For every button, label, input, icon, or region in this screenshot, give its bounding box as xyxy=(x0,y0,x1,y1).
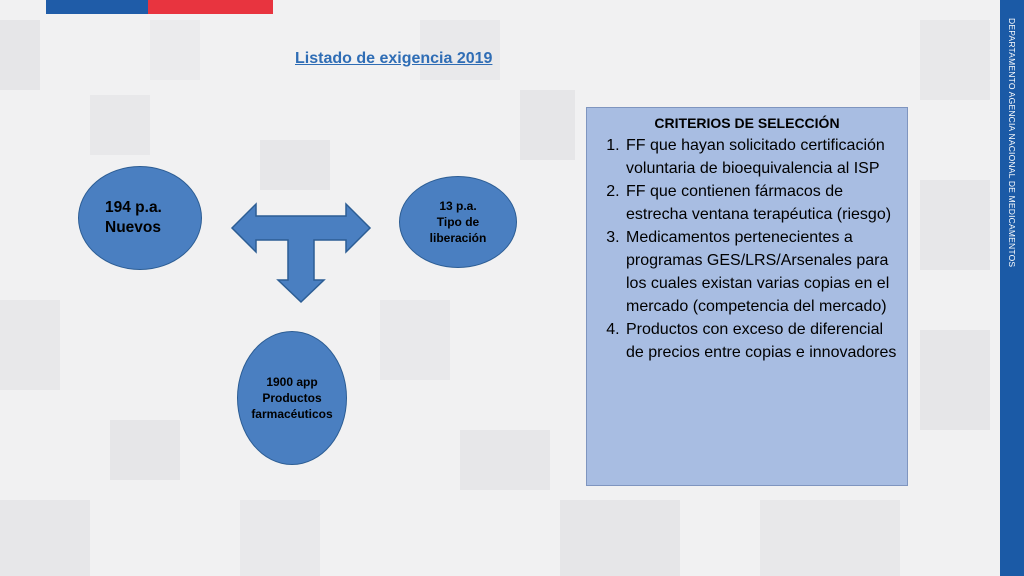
node-new-line1: 194 p.a. xyxy=(105,199,162,216)
node-release-line2: Tipo de xyxy=(436,215,480,229)
criteria-item: 1. FF que hayan solicitado certificación voluntaria de bioequivalencia al ISP xyxy=(624,134,899,180)
node-release-line1: 13 p.a. xyxy=(439,199,477,213)
criteria-item: 2. FF que contienen fármacos de estrecha ventana terapéutica (riesgo) xyxy=(624,180,899,226)
node-products-line2: Productos xyxy=(262,391,322,405)
node-products-line3: farmacéuticos xyxy=(251,407,333,421)
side-label: DEPARTAMENTO AGENCIA NACIONAL DE MEDICAMENTOS xyxy=(1007,18,1017,268)
criteria-title: CRITERIOS DE SELECCIÓN xyxy=(654,115,840,131)
node-new-line2: Nuevos xyxy=(105,219,161,236)
page-title: Listado de exigencia 2019 xyxy=(295,50,493,67)
node-new-actives xyxy=(78,166,202,270)
node-release-line3: liberación xyxy=(429,231,487,245)
flag-stripe-blue xyxy=(46,0,148,14)
node-release-type xyxy=(399,176,517,268)
criteria-list xyxy=(587,134,907,364)
t-arrow-icon xyxy=(230,202,372,304)
criteria-item: 4. Productos con exceso de diferencial de precios entre copias e innovadores xyxy=(624,318,899,364)
node-products-line1: 1900 app xyxy=(266,375,318,389)
node-pharma-products xyxy=(237,331,347,465)
criteria-box xyxy=(586,107,908,486)
flag-stripe-red xyxy=(148,0,273,14)
criteria-item: 3. Medicamentos pertenecientes a programas GES/LRS/Arsenales para los cuales existan varias copias en el mercado (competencia del mercado) xyxy=(624,226,899,318)
